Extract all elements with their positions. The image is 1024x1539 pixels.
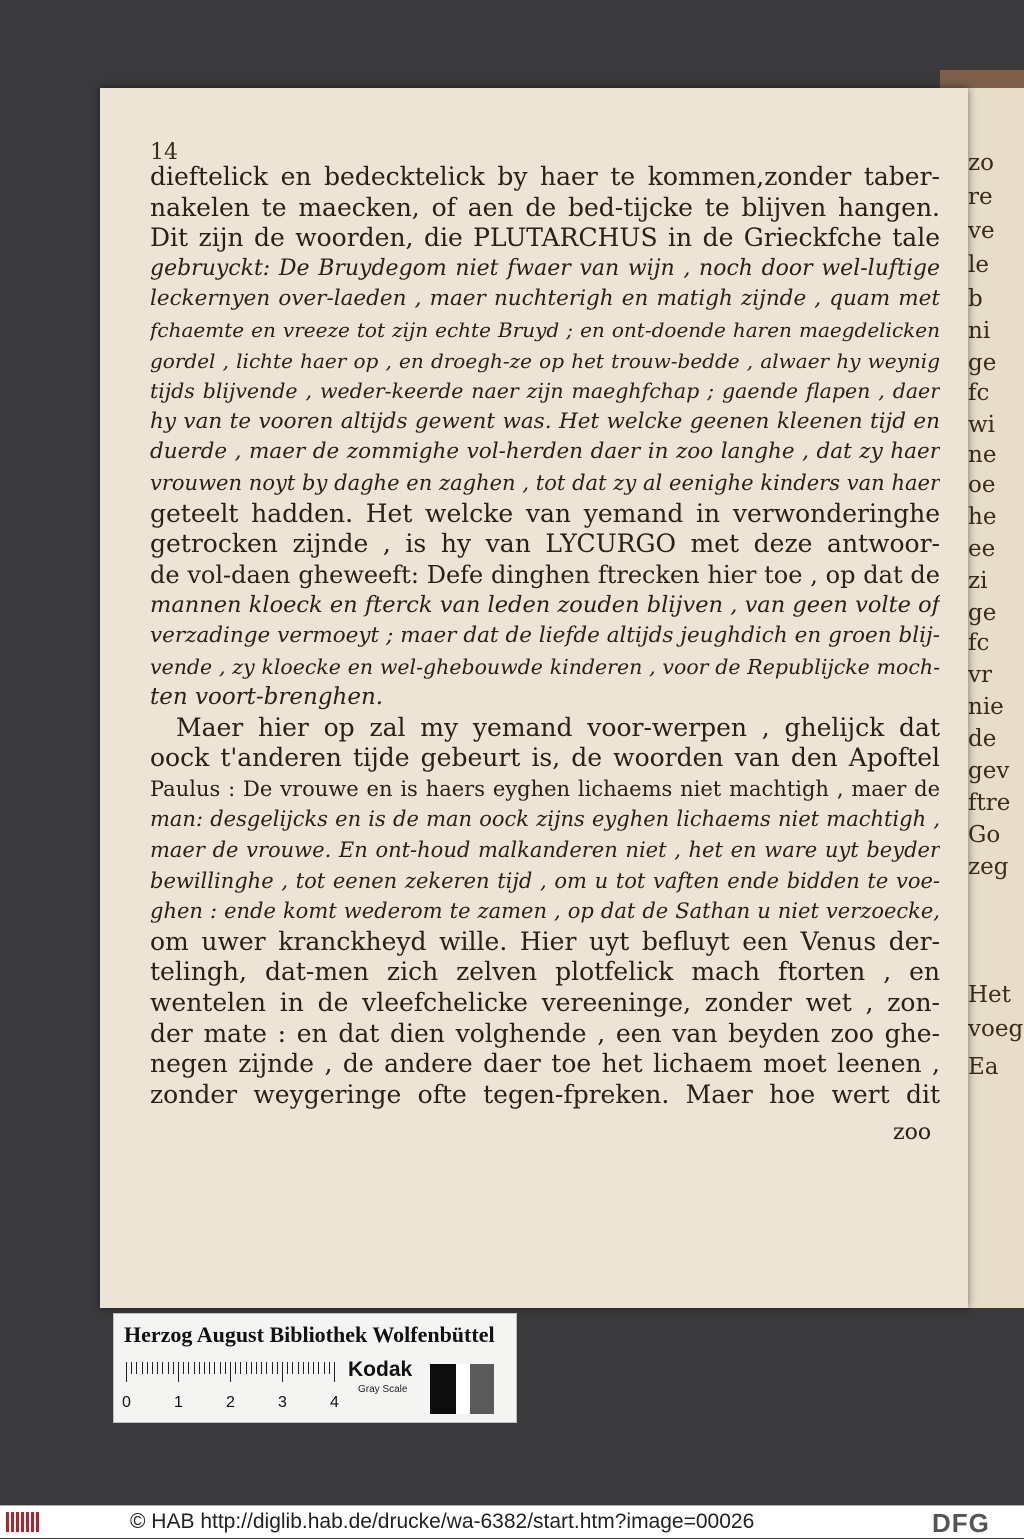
white-swatch [456,1364,470,1414]
page-number: 14 [150,140,178,165]
ruler-tick [209,1362,210,1374]
facing-page-fragment: voeg [968,1016,1024,1042]
ruler-tick [287,1362,288,1374]
black-swatch [430,1364,456,1414]
text-line: man: desgelijcks en is de man oock zijns eyghen lichaems niet machtigh , [150,807,940,832]
scale-number: 3 [278,1394,287,1411]
ruler-tick [266,1362,267,1374]
facing-page-fragment: Ea [968,1054,999,1080]
ruler-tick [277,1362,278,1374]
text-line: fchaemte en vreeze tot zijn echte Bruyd ; en ont-doende haren maegdelicken [150,317,940,342]
facing-page-fragment: gev [968,758,1010,784]
facing-page-fragment: re [968,184,993,210]
ruler-tick [178,1362,179,1382]
text-line: getrocken zijnde , is hy van LYCURGO met deze antwoor- [150,529,940,559]
viewer-footer [0,1505,1024,1538]
facing-page-fragment: Het [968,982,1011,1008]
text-line: duerde , maer de zommighe vol-herden daer in zoo langhe , dat zy haer [150,439,940,465]
facing-page-fragment: le [968,252,989,278]
ruler-tick [292,1362,293,1374]
facing-page-fragment: zi [968,568,988,594]
ruler-tick [235,1362,236,1374]
gray-swatch [470,1364,494,1414]
facing-page-fragment: fc [968,630,990,656]
facing-page-fragment: wi [968,412,996,438]
ruler-tick [246,1362,247,1374]
ruler-tick [298,1362,299,1374]
facing-page [962,88,1024,1308]
ruler-tick [188,1362,189,1374]
ruler-tick [308,1362,309,1374]
facing-page-fragment: zo [968,150,994,176]
text-line: negen zijnde , de andere daer toe het lichaem moet leenen , [150,1049,940,1079]
ruler-tick [272,1362,273,1374]
ruler-tick [214,1362,215,1374]
facing-page-fragment: oe [968,472,996,498]
text-line: gordel , lichte haer op , en droegh-ze op het trouw-bedde , alwaer hy weynig [150,348,940,373]
facing-page-fragment: ni [968,318,991,344]
ruler-tick [162,1362,163,1374]
text-line: maer de vrouwe. En ont-houd malkanderen niet , het en ware uyt beyder [150,838,940,863]
text-line: wentelen in de vleefchelicke vereeninge, zonder wet , zon- [150,988,940,1018]
kodak-logo: Kodak [348,1358,413,1381]
text-line: der mate : en dat dien volghende , een van beyden zoo ghe- [150,1018,940,1048]
text-line: vende , zy kloecke en wel-ghebouwde kinderen , voor de Republijcke moch- [150,654,940,679]
target-title: Herzog August Bibliothek Wolfenbüttel [124,1322,495,1347]
ruler-tick [199,1362,200,1374]
ruler-tick [131,1362,132,1374]
gray-scale-label: Gray Scale [358,1384,408,1395]
ruler-tick [204,1362,205,1374]
facing-page-fragment: fc [968,380,990,406]
text-line: nakelen te maecken, of aen de bed-tijcke te blijven hangen. [150,192,940,222]
ruler-tick [152,1362,153,1374]
catchword: zoo [893,1120,932,1145]
text-line: oock t'anderen tijde gebeurt is, de woorden van den Apoftel [150,743,940,773]
facing-page-fragment: Go [968,822,1001,848]
text-line: telingh, dat-men zich zelven plotfelick mach ftorten , en [150,957,940,987]
facing-page-fragment: vr [968,662,992,688]
text-line: hy van te vooren altijds gewent was. Het welcke geenen kleenen tijd en [150,408,940,434]
ruler-tick [168,1362,169,1374]
scale-ruler [126,1362,342,1388]
scale-number: 1 [174,1394,183,1411]
ruler-tick [324,1362,325,1374]
ruler-tick [251,1362,252,1374]
ruler-tick [261,1362,262,1374]
text-line: ghen : ende komt wederom te zamen , op dat de Sathan u niet verzoecke, [150,899,940,924]
facing-page-fragment: he [968,504,997,530]
ruler-tick [194,1362,195,1374]
book-spine [940,70,1024,88]
dfg-logo: DFG [932,1508,990,1538]
facing-page-fragment: b [968,286,983,312]
text-line: bewillinghe , tot eenen zekeren tijd , om u tot vaften ende bidden te voe- [150,868,940,893]
scale-number: 2 [226,1394,235,1411]
ruler-tick [225,1362,226,1374]
ruler-tick [282,1362,283,1382]
ruler-tick [256,1362,257,1374]
text-line: zonder weygeringe ofte tegen-fpreken. Maer hoe wert dit [150,1079,940,1109]
facing-page-fragment: zeg [968,854,1009,880]
ruler-tick [142,1362,143,1374]
ruler-tick [303,1362,304,1374]
ruler-tick [220,1362,221,1374]
page-text [150,162,940,1110]
text-line: gebruyckt: De Bruydegom niet fwaer van wijn , noch door wel-luftige [150,255,940,281]
ruler-tick [334,1362,335,1382]
facing-page-fragment: ne [968,442,997,468]
ruler-tick [230,1362,231,1382]
text-line: tijds blijvende , weder-keerde naer zijn maeghfchap ; gaende flapen , daer [150,379,940,404]
facing-page-fragment: nie [968,694,1004,720]
ruler-tick [147,1362,148,1374]
text-line: dieftelick en bedecktelick by haer te kommen,zonder taber- [150,162,940,191]
facing-page-fragment: ftre [968,790,1011,816]
text-line: leckernyen over-laeden , maer nuchterigh en matigh zijnde , quam met [150,286,940,312]
facing-page-fragment: de [968,726,997,752]
text-line: geteelt hadden. Het welcke van yemand in verwonderinghe [150,498,940,528]
ruler-tick [183,1362,184,1374]
ruler-tick [313,1362,314,1374]
facing-page-fragment: ge [968,350,997,376]
facing-page-fragment: ge [968,600,997,626]
color-target-card [113,1313,517,1423]
text-line: mannen kloeck en fterck van leden zouden blijven , van geen volte of [150,592,940,619]
text-line: ten voort-brenghen. [150,684,384,711]
hab-logo-icon [6,1512,46,1532]
ruler-tick [329,1362,330,1374]
ruler-tick [126,1362,127,1382]
ruler-tick [157,1362,158,1374]
ruler-tick [173,1362,174,1374]
facing-page-fragment: ee [968,536,996,562]
text-line: verzadinge vermoeyt ; maer dat de liefde altijds jeughdich en groen blij- [150,622,940,648]
text-line: Maer hier op zal my yemand voor-werpen , ghelijck dat [176,712,940,742]
source-credit-link[interactable]: © HAB http://diglib.hab.de/drucke/wa-6382/start.htm?image=00026 [130,1510,755,1533]
text-line: vrouwen noyt by daghe en zaghen , tot dat zy al eenighe kinders van haer [150,470,940,495]
text-line: om uwer kranckheyd wille. Hier uyt befluyt een Venus der- [150,926,940,956]
text-line: Paulus : De vrouwe en is haers eyghen lichaems niet machtigh , maer de [150,776,940,801]
text-line: Dit zijn de woorden, die PLUTARCHUS in de Grieckfche tale [150,223,940,253]
ruler-tick [136,1362,137,1374]
ruler-tick [240,1362,241,1374]
ruler-tick [318,1362,319,1374]
text-line: de vol-daen gheweeft: Defe dinghen ftrecken hier toe , op dat de [150,560,940,589]
facing-page-fragment: ve [968,218,995,244]
scale-number: 4 [330,1394,339,1411]
scale-number: 0 [122,1394,131,1411]
